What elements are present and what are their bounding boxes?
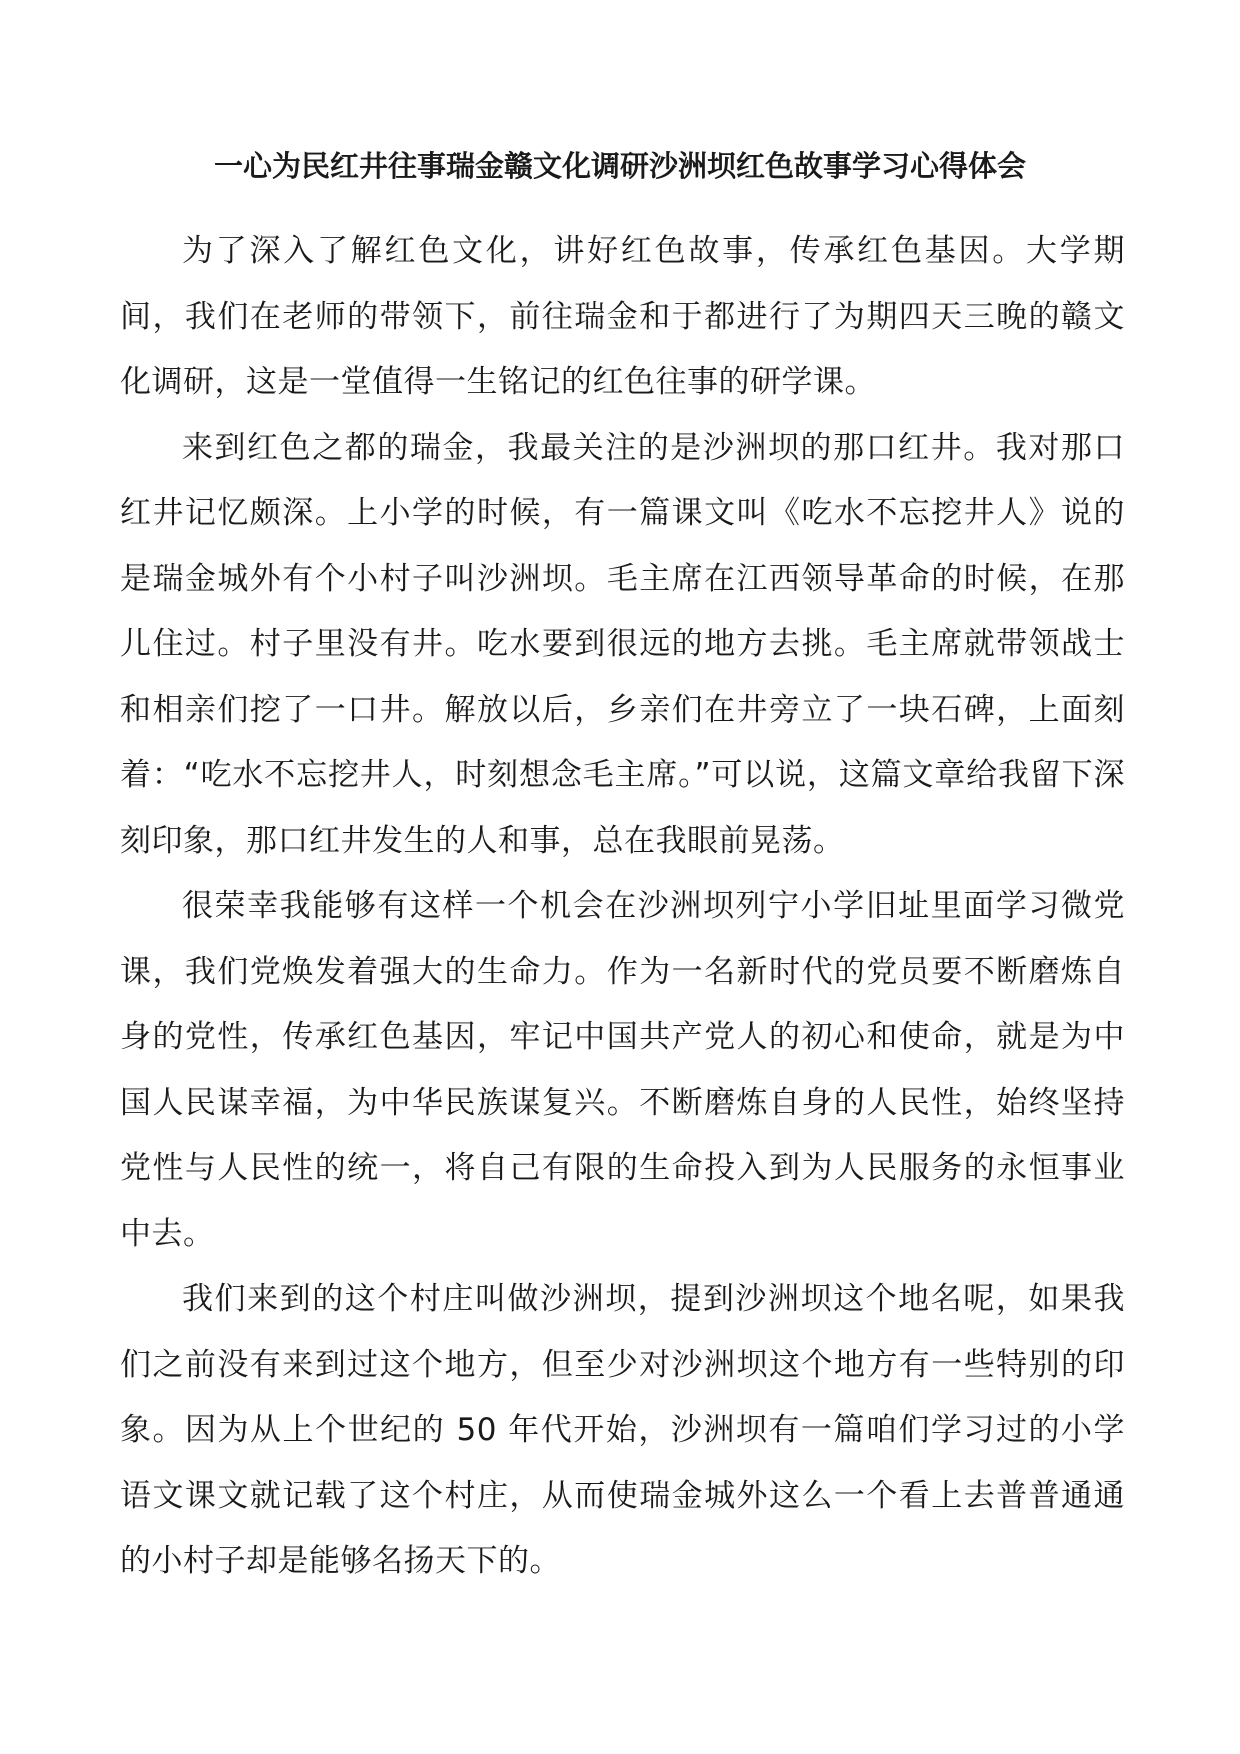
paragraph-2: 来到红色之都的瑞金，我最关注的是沙洲坝的那口红井。我对那口红井记忆颇深。上小学的时候，有一篇课文叫《吃水不忘挖井人》说的是瑞金城外有个小村子叫沙洲坝。毛主席在江西领导革命的时候，在那儿住过。村子里没有井。吃水要到很远的地方去挑。毛主席就带领战士和相亲们挖了一口井。解放以后，乡亲们在井旁立了一块石碑，上面刻着：“吃水不忘挖井人，时刻想念毛主席。”可以说，这篇文章给我留下深刻印象，那口红井发生的人和事，总在我眼前晃荡。	[120, 429, 1125, 859]
paragraph-4: 我们来到的这个村庄叫做沙洲坝，提到沙洲坝这个地名呢，如果我们之前没有来到过这个地方，但至少对沙洲坝这个地方有一些特别的印象。因为从上个世纪的 50 年代开始，沙洲坝有一篇咱们学习过的小学语文课文就记载了这个村庄，从而使瑞金城外这么一个看上去普普通通的小村子却是能够名扬天下的。	[120, 1281, 1125, 1579]
paragraph-3: 很荣幸我能够有这样一个机会在沙洲坝列宁小学旧址里面学习微党课，我们党焕发着强大的生命力。作为一名新时代的党员要不断磨炼自身的党性，传承红色基因，牢记中国共产党人的初心和使命，就是为中国人民谋幸福，为中华民族谋复兴。不断磨炼自身的人民性，始终坚持党性与人民性的统一，将自己有限的生命投入到为人民服务的永恒事业中去。	[120, 888, 1125, 1252]
paragraph-1: 为了深入了解红色文化，讲好红色故事，传承红色基因。大学期间，我们在老师的带领下，前往瑞金和于都进行了为期四天三晚的赣文化调研，这是一堂值得一生铭记的红色往事的研学课。	[120, 233, 1125, 400]
document-title: 一心为民红井往事瑞金赣文化调研沙洲坝红色故事学习心得体会	[213, 149, 1026, 183]
document-body	[120, 219, 1125, 1595]
